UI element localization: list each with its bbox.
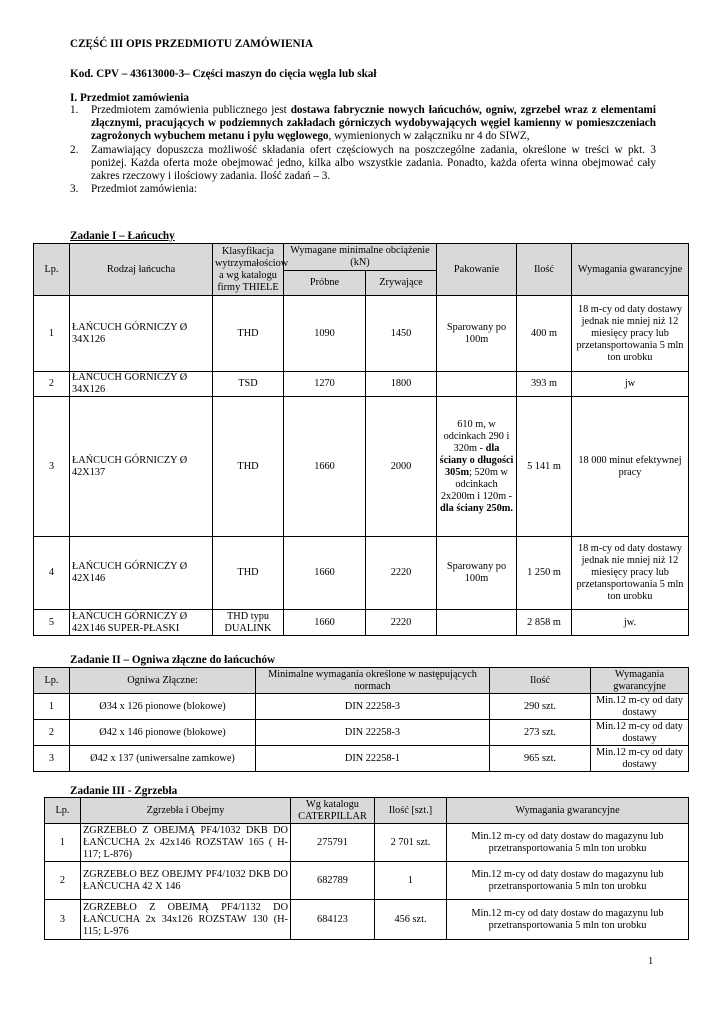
table-row [34,720,689,746]
cell-warranty: jw. [572,610,689,636]
cell-break-load: 1450 [366,296,437,372]
task3-title: Zadanie III - Zgrzebła [70,785,178,797]
cell-warranty: 18 m-cy od daty dostawy jednak nie mniej niż 12 miesięcy pracy lub przetansportowania 5 mln ton urobku [572,537,689,610]
cell-norm: DIN 22258-3 [256,720,490,746]
list-item-text: Przedmiot zamówienia: [91,183,197,196]
cell-lp: 2 [45,862,81,900]
links-table [33,667,689,772]
col-header-lp: Lp. [45,798,81,824]
cell-chain-type: ŁAŃCUCH GÓRNICZY Ø 34X126 [70,296,213,372]
cell-lp: 2 [34,720,70,746]
table-row [45,824,689,862]
table-row [45,862,689,900]
cell-quantity: 400 m [517,296,572,372]
cell-break-load: 2000 [366,397,437,537]
cell-lp: 3 [45,900,81,940]
table-row [34,296,689,372]
cell-quantity: 393 m [517,372,572,397]
col-header-chain-type: Rodzaj łańcucha [70,244,213,296]
table-row [45,900,689,940]
col-header-norm: Minimalne wymagania określone w następujących normach [256,668,490,694]
cell-scraper: ZGRZEBŁO BEZ OBEJMY PF4/1032 DKB DO ŁAŃCUCHA 42 X 146 [81,862,291,900]
col-header-quantity: Ilość [517,244,572,296]
table-row [34,746,689,772]
list-item-number: 2. [70,143,79,156]
cell-scraper: ZGRZEBŁO Z OBEJMĄ PF4/1132 DO ŁAŃCUCHA 2x 34x126 ROZSTAW 130 (H-115; L-976 [81,900,291,940]
cell-catalog: 684123 [291,900,375,940]
cell-lp: 5 [34,610,70,636]
cell-packing [437,610,517,636]
col-header-quantity: Ilość [490,668,591,694]
cell-catalog: 275791 [291,824,375,862]
cell-scraper: ZGRZEBŁO Z OBEJMĄ PF4/1032 DKB DO ŁAŃCUCHA 2x 42x146 ROZSTAW 165 ( H-117; L-876) [81,824,291,862]
list-item-text-end: , wymienionych w załączniku nr 4 do SIWZ, [328,130,530,143]
task2-title: Zadanie II – Ogniwa złączne do łańcuchów [70,654,276,666]
table-row [34,694,689,720]
list-item [70,183,656,196]
cpv-code: Kod. CPV – 43613000-3– Części maszyn do cięcia węgla lub skał [70,68,377,80]
cell-lp: 3 [34,746,70,772]
col-header-quantity: Ilość [szt.] [375,798,447,824]
cell-quantity: 290 szt. [490,694,591,720]
col-header-scraper: Zgrzebła i Obejmy [81,798,291,824]
cell-link-type: Ø34 x 126 pionowe (blokowe) [70,694,256,720]
cell-quantity: 2 701 szt. [375,824,447,862]
scrapers-table [44,797,689,940]
chains-table [33,243,689,636]
cell-link-type: Ø42 x 146 pionowe (blokowe) [70,720,256,746]
col-header-lp: Lp. [34,244,70,296]
cell-classification: THD typu DUALINK [213,610,284,636]
cell-lp: 3 [34,397,70,537]
col-header-classification: Klasyfikacja wytrzymałościow a wg katalogu firmy THIELE [213,244,284,296]
cell-chain-type: ŁAŃCUCH GÓRNICZY Ø 34X126 [70,372,213,397]
cell-warranty: Min.12 m-cy od daty dostaw do magazynu lub przetransportowania 5 mln ton urobku [447,900,689,940]
list-item [70,104,656,144]
cell-break-load: 1800 [366,372,437,397]
cell-break-load: 2220 [366,610,437,636]
col-header-link-type: Ogniwa Złączne: [70,668,256,694]
cell-norm: DIN 22258-1 [256,746,490,772]
task1-title: Zadanie I – Łańcuchy [70,230,175,242]
col-header-warranty: Wymagania gwarancyjne [591,668,689,694]
cell-test-load: 1270 [284,372,366,397]
cell-warranty: jw [572,372,689,397]
cell-lp: 1 [34,694,70,720]
list-item-number: 3. [70,183,79,196]
cell-packing: 610 m, w odcinkach 290 i 320m - dla ściany o długości 305m; 520m w odcinkach 2x200m i 120m - dla ściany 250m. [437,397,517,537]
cell-classification: THD [213,296,284,372]
cell-lp: 1 [34,296,70,372]
cell-packing [437,372,517,397]
table-row [34,610,689,636]
cell-break-load: 2220 [366,537,437,610]
list-item-number: 1. [70,104,79,116]
page-number: 1 [648,956,654,967]
cell-warranty: Min.12 m-cy od daty dostawy [591,746,689,772]
cell-classification: THD [213,537,284,610]
cell-catalog: 682789 [291,862,375,900]
cell-quantity: 965 szt. [490,746,591,772]
cell-warranty: Min.12 m-cy od daty dostawy [591,720,689,746]
col-header-warranty: Wymagania gwarancyjne [447,798,689,824]
cell-chain-type: ŁAŃCUCH GÓRNICZY Ø 42X137 [70,397,213,537]
cell-test-load: 1660 [284,397,366,537]
cell-quantity: 1 [375,862,447,900]
list-item-text: Zamawiający dopuszcza możliwość składania ofert częściowych na poszczególne zadania, określone w treści w pkt. 3 poniżej. Każda oferta może obejmować jedno, kilka albo wszystkie zadania. Ponadto, każda oferta winna obejmować cały zakres rzeczowy i ilościowy zadania. Ilość zadań – 3. [91,143,656,183]
col-header-min-load: Wymagane minimalne obciążenie (kN) [284,244,437,271]
table-row [34,397,689,537]
cell-test-load: 1660 [284,537,366,610]
cell-quantity: 273 szt. [490,720,591,746]
cell-test-load: 1660 [284,610,366,636]
cell-packing: Sparowany po 100m [437,537,517,610]
cell-warranty: Min.12 m-cy od daty dostaw do magazynu lub przetransportowania 5 mln ton urobku [447,824,689,862]
cell-classification: TSD [213,372,284,397]
requirements-list [70,104,656,196]
list-item-text: Przedmiotem zamówienia publicznego jest [91,104,291,116]
col-header-warranty: Wymagania gwarancyjne [572,244,689,296]
cell-classification: THD [213,397,284,537]
cell-warranty: 18 000 minut efektywnej pracy [572,397,689,537]
section-heading: I. Przedmiot zamówienia [70,92,189,104]
page-title: CZĘŚĆ III OPIS PRZEDMIOTU ZAMÓWIENIA [70,38,314,50]
cell-lp: 1 [45,824,81,862]
col-header-catalog: Wg katalogu CATERPILLAR [291,798,375,824]
cell-warranty: Min.12 m-cy od daty dostaw do magazynu lub przetransportowania 5 mln ton urobku [447,862,689,900]
cell-quantity: 2 858 m [517,610,572,636]
col-header-test-load: Próbne [284,271,366,296]
cell-norm: DIN 22258-3 [256,694,490,720]
cell-link-type: Ø42 x 137 (uniwersalne zamkowe) [70,746,256,772]
list-item [70,144,656,184]
cell-quantity: 456 szt. [375,900,447,940]
cell-quantity: 1 250 m [517,537,572,610]
cell-test-load: 1090 [284,296,366,372]
table-row [34,537,689,610]
col-header-lp: Lp. [34,668,70,694]
cell-lp: 2 [34,372,70,397]
cell-warranty: 18 m-cy od daty dostawy jednak nie mniej niż 12 miesięcy pracy lub przetansportowania 5 mln ton urobku [572,296,689,372]
col-header-packing: Pakowanie [437,244,517,296]
cell-warranty: Min.12 m-cy od daty dostawy [591,694,689,720]
cell-quantity: 5 141 m [517,397,572,537]
cell-packing: Sparowany po 100m [437,296,517,372]
list-item-bold-text: dostawa fabrycznie nowych łańcuchów, ogniw, zgrzebeł wraz z elementami złącznymi, pracujących w podziemnych zakładach górniczych wydobywających węgiel kamienny w pomieszczeniach zagrożonych wybuchem metanu i pyłu węglowego [91,104,656,143]
cell-chain-type: ŁAŃCUCH GÓRNICZY Ø 42X146 SUPER-PŁASKI [70,610,213,636]
table-row [34,372,689,397]
col-header-break-load: Zrywające [366,271,437,296]
cell-lp: 4 [34,537,70,610]
cell-chain-type: ŁAŃCUCH GÓRNICZY Ø 42X146 [70,537,213,610]
